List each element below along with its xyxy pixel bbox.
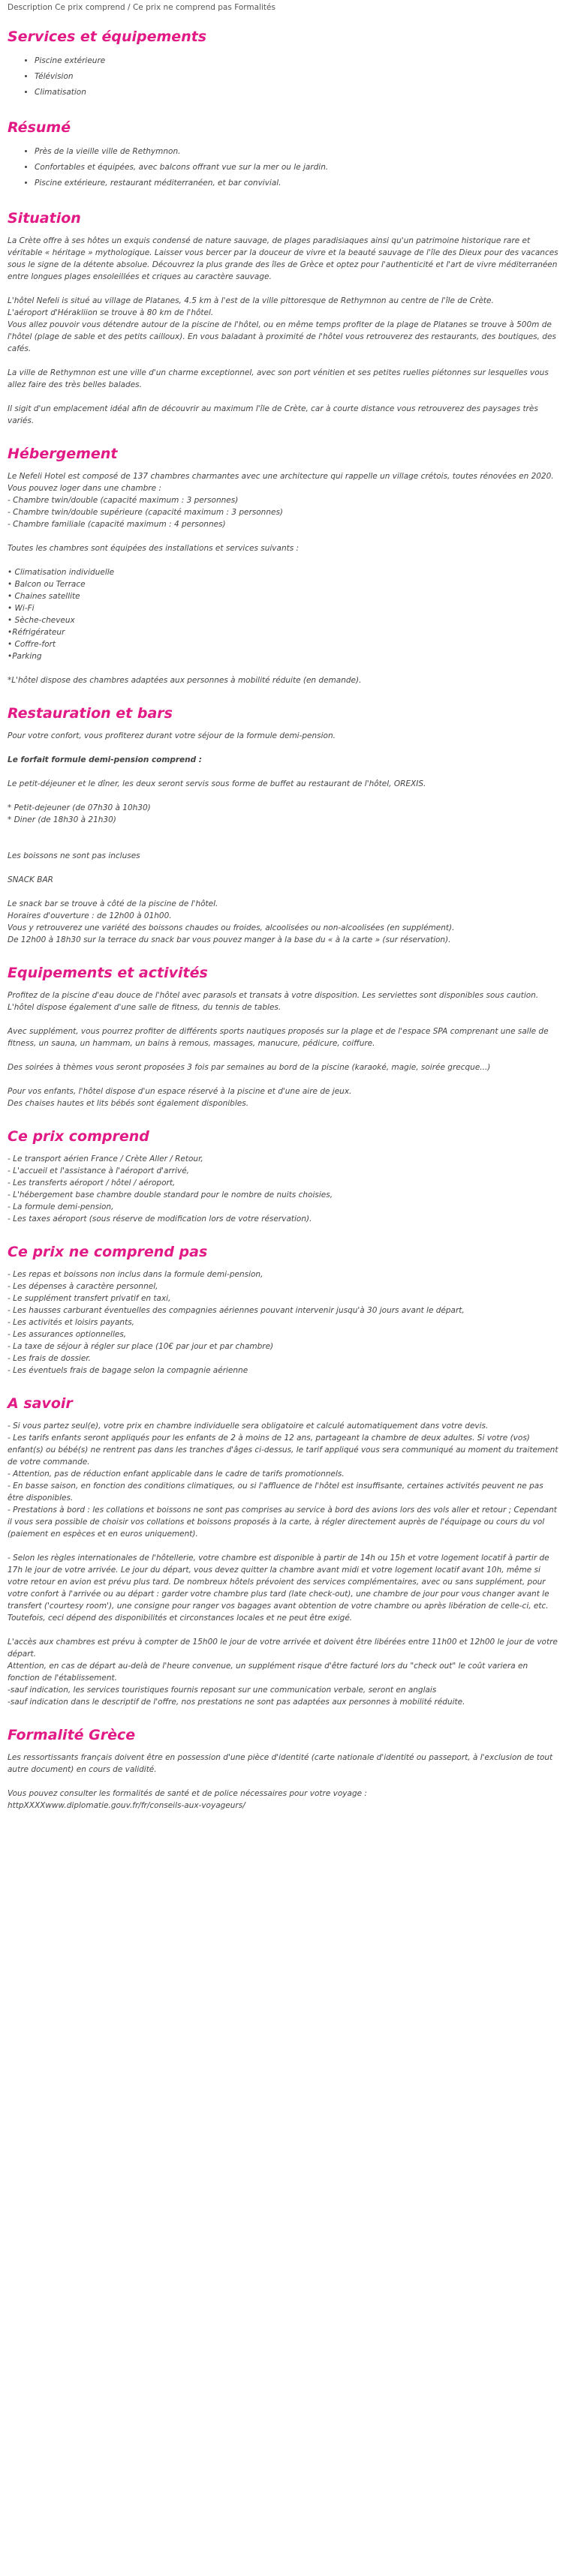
list-item: - Les transferts aéroport / hôtel / aéroport,: [8, 1178, 176, 1187]
list-item: • Climatisation: [35, 85, 561, 101]
list-item: - Les activités et loisirs payants,: [8, 1318, 135, 1327]
section-title-situation: Situation: [8, 210, 81, 227]
list-item: - Le transport aérien France / Crète Aller / Retour,: [8, 1154, 203, 1163]
activites-paragraph: Des chaises hautes et lits bébés sont également disponibles.: [8, 1099, 249, 1108]
savoir-paragraph: -sauf indication, les services touristiques fournis reposant sur une communication verbale, seront en anglais: [8, 1686, 437, 1695]
meal-time: * Petit-dejeuner (de 07h30 à 10h30): [8, 803, 151, 812]
activites-paragraph: Profitez de la piscine d'eau douce de l'hôtel avec parasols et transats à votre disposition. Les serviettes sont disponibles sous caution. L'hôtel dispose également d'une salle de fitness, du tennis de tables.: [8, 991, 539, 1012]
situation-paragraph: La Crète offre à ses hôtes un exquis condensé de nature sauvage, de plages paradisiaques ainsi qu'un patrimoine historique rare et véritable « héritage » mythologique. Laisser vous bercer par la douceur de vivre et la beauté sauvage de l'île des Dieux pour des vacances sous le signe de la détente absolue. Découvrez la plus grande des îles de Grèce et optez pour l'authenticité et l'art de vivre méditerranéen entre longues plages ensoleillées et criques au caractère sauvage.: [8, 236, 558, 281]
restauration-paragraph: Le snack bar se trouve à côté de la piscine de l'hôtel.: [8, 899, 218, 908]
comprend-list: [8, 1153, 561, 1225]
restauration-content: [8, 730, 561, 946]
savoir-paragraph: -sauf indication dans le descriptif de l'offre, nos prestations ne sont pas adaptées aux personnes à mobilité réduite.: [8, 1698, 465, 1707]
savoir-content: [8, 1420, 561, 1708]
room-equipment: • Chaines satellite: [8, 592, 80, 601]
list-item: - La taxe de séjour à régler sur place (10€ par jour et par chambre): [8, 1342, 274, 1351]
list-item: • Piscine extérieure, restaurant méditerranéen, et bar convivial.: [35, 176, 561, 191]
room-type: - Chambre twin/double (capacité maximum : 3 personnes): [8, 496, 239, 505]
meal-time: * Diner (de 18h30 à 21h30): [8, 815, 116, 824]
list-item: - Les hausses carburant éventuelles des compagnies aériennes pouvant intervenir jusqu'à 30 jours avant le départ,: [8, 1306, 465, 1315]
list-item: • Près de la vieille ville de Rethymnon.: [35, 144, 561, 160]
situation-paragraph: Vous allez pouvoir vous détendre autour de la piscine de l'hôtel, ou en même temps profiter de la plage de Platanes se trouve à 500m de l'hôtel (plage de sable et des petits cailloux). En vous baladant à proximité de l'hôtel vous retrouverez des restaurants, des boutiques, des cafés.: [8, 320, 556, 353]
section-title-resume: Résumé: [8, 119, 71, 136]
list-item: - Les taxes aéroport (sous réserve de modification lors de votre réservation).: [8, 1214, 312, 1223]
section-title-hebergement: Hébergement: [8, 446, 118, 462]
savoir-paragraph: - Attention, pas de réduction enfant applicable dans le cadre de tarifs promotionnels.: [8, 1470, 345, 1479]
room-type: - Chambre familiale (capacité maximum : 4 personnes): [8, 520, 226, 529]
situation-paragraph: La ville de Rethymnon est une ville d'un charme exceptionnel, avec son port vénitien et ses petites ruelles piétonnes sur lesquelles vous allez faire des très belles balades.: [8, 368, 549, 389]
list-item: - Les frais de dossier.: [8, 1354, 91, 1363]
section-title-activites: Equipements et activités: [8, 965, 208, 981]
activites-paragraph: Des soirées à thèmes vous seront proposées 3 fois par semaines au bord de la piscine (karaoké, magie, soirée grecque...): [8, 1063, 491, 1072]
tab-formalites[interactable]: Formalités: [234, 3, 275, 12]
list-item: - Le supplément transfert privatif en taxi,: [8, 1294, 171, 1303]
room-equipment: • Balcon ou Terrace: [8, 580, 86, 589]
room-equipment: • Sèche-cheveux: [8, 616, 75, 625]
room-type: - Chambre twin/double supérieure (capacité maximum : 3 personnes): [8, 508, 284, 517]
savoir-paragraph: - Si vous partez seul(e), votre prix en chambre individuelle sera obligatoire et calculé automatiquement dans votre devis.: [8, 1422, 489, 1431]
section-title-restauration: Restauration et bars: [8, 705, 173, 722]
list-item: - Les éventuels frais de bagage selon la compagnie aérienne: [8, 1366, 248, 1375]
list-item: • Piscine extérieure: [35, 53, 561, 69]
list-item: • Confortables et équipées, avec balcons offrant vue sur la mer ou le jardin.: [35, 160, 561, 176]
tab-ce-prix-ne-comprend-pas[interactable]: Ce prix ne comprend pas: [132, 3, 232, 12]
restauration-paragraph: Pour votre confort, vous profiterez durant votre séjour de la formule demi-pension.: [8, 731, 336, 740]
restauration-paragraph: De 12h00 à 18h30 sur la terrace du snack bar vous pouvez manger à la base du « à la carte » (sur réservation).: [8, 935, 451, 944]
list-item: - Les assurances optionnelles,: [8, 1330, 127, 1339]
situation-paragraph: L'aéroport d'Hérakliion se trouve à 80 km de l'hôtel.: [8, 308, 214, 317]
formalite-content: [8, 1752, 561, 1812]
room-equipment: •Parking: [8, 652, 42, 661]
activites-content: [8, 989, 561, 1109]
savoir-paragraph: L'accès aux chambres est prévu à compter de 15h00 le jour de votre arrivée et doivent être libérées entre 11h00 et 12h00 le jour de votre départ.: [8, 1638, 558, 1659]
room-equipment: • Wi-Fi: [8, 604, 35, 613]
section-title-a-savoir: A savoir: [8, 1395, 73, 1412]
formalite-paragraph: Les ressortissants français doivent être en possession d'une pièce d'identité (carte nationale d'identité ou passeport, à l'exclusion de tout autre document) en cours de validité.: [8, 1753, 553, 1774]
list-item: - La formule demi-pension,: [8, 1202, 114, 1211]
room-equipment: •Réfrigérateur: [8, 628, 65, 637]
activites-paragraph: Pour vos enfants, l'hôtel dispose d'un espace réservé à la piscine et d'une aire de jeux.: [8, 1087, 352, 1096]
restauration-paragraph: Les boissons ne sont pas incluses: [8, 851, 140, 860]
savoir-paragraph: - En basse saison, en fonction des conditions climatiques, ou si l'affluence de l'hôtel est insuffisante, certaines activités peuvent ne pas être disponibles.: [8, 1482, 543, 1503]
room-equipment: • Climatisation individuelle: [8, 568, 115, 577]
top-tabs: [8, 0, 561, 14]
formalite-link[interactable]: httpXXXXwww.diplomatie.gouv.fr/fr/conseils-aux-voyageurs/: [8, 1801, 245, 1810]
tab-description[interactable]: Description: [8, 3, 53, 12]
section-title-ce-prix-ne-comprend-pas: Ce prix ne comprend pas: [8, 1244, 208, 1260]
list-item: - Les dépenses à caractère personnel,: [8, 1282, 158, 1291]
resume-list: [8, 144, 561, 191]
restauration-paragraph: Horaires d'ouverture : de 12h00 à 01h00.: [8, 911, 172, 920]
list-item: - Les repas et boissons non inclus dans la formule demi-pension,: [8, 1270, 263, 1279]
tab-ce-prix-comprend[interactable]: Ce prix comprend: [55, 3, 125, 12]
restauration-subheading: Le forfait formule demi-pension comprend :: [8, 755, 202, 764]
situation-content: [8, 235, 561, 427]
formalite-paragraph: Vous pouvez consulter les formalités de santé et de police nécessaires pour votre voyage :: [8, 1789, 367, 1798]
restauration-paragraph: Vous y retrouverez une variété des boissons chaudes ou froides, alcoolisées ou non-alcoolisées (en supplément).: [8, 923, 455, 932]
savoir-paragraph: Attention, en cas de départ au-delà de l'heure convenue, un supplément risque d'être facturé lors du "check out" le coût variera en fonction de l'établissement.: [8, 1662, 528, 1683]
ne-comprend-list: [8, 1268, 561, 1377]
situation-paragraph: L'hôtel Nefeli is situé au village de Platanes, 4.5 km à l'est de la ville pittoresque de Rethymnon au centre de l'île de Crète.: [8, 296, 494, 305]
list-item: - L'hébergement base chambre double standard pour le nombre de nuits choisies,: [8, 1190, 333, 1199]
hebergement-content: [8, 470, 561, 686]
situation-paragraph: Il sigit d'un emplacement idéal afin de découvrir au maximum l'île de Crète, car à courte distance vous retrouverez des paysages très variés.: [8, 404, 538, 425]
activites-paragraph: Avec supplément, vous pourrez profiter de différents sports nautiques proposés sur la plage et de l'espace SPA comprenant une salle de fitness, un sauna, un hammam, un bains à remous, massages, manucure, pédicure, coiffure.: [8, 1027, 549, 1048]
list-item: • Télévision: [35, 69, 561, 85]
tab-separator: /: [128, 3, 133, 12]
equipements-list: [8, 53, 561, 101]
snack-bar-heading: SNACK BAR: [8, 875, 53, 884]
hebergement-paragraph: Le Nefeli Hotel est composé de 137 chambres charmantes avec une architecture qui rappelle un village crétois, toutes rénovées en 2020. Vous pouvez loger dans une chambre :: [8, 472, 554, 493]
restauration-paragraph: Le petit-déjeuner et le dîner, les deux seront servis sous forme de buffet au restaurant de l'hôtel, OREXIS.: [8, 779, 426, 788]
list-item: - L'accueil et l'assistance à l'aéroport d'arrivé,: [8, 1166, 190, 1175]
room-equipment: • Coffre-fort: [8, 640, 56, 649]
savoir-paragraph: - Prestations à bord : les collations et boissons ne sont pas comprises au service à bord des avions lors des vols aller et retour ; Cependant il vous sera possible de choisir vos collations et boissons proposés à la carte, à régler directement auprès de l'équipage ou cours du vol (paiement en espèces et en euros uniquement).: [8, 1506, 557, 1539]
hebergement-paragraph: Toutes les chambres sont équipées des installations et services suivants :: [8, 544, 300, 553]
hebergement-note: *L'hôtel dispose des chambres adaptées aux personnes à mobilité réduite (en demande).: [8, 676, 362, 685]
savoir-paragraph: - Selon les règles internationales de l'hôtellerie, votre chambre est disponible à partir de 14h ou 15h et votre logement locatif à partir de 17h le jour de votre arrivée. Le jour du départ, vous devez quitter la chambre avant midi et votre logement locatif avant 10h, même si votre retour en avion est prévu plus tard. De nombreux hôtels prévoient des services complémentaires, avec ou sans supplément, pour votre confort à l'arrivée ou au départ : garder votre chambre plus tard (late check-out), une chambre de jour pour vous changer avant le transfert ('courtesy room'), une consigne pour ranger vos bagages avant obtention de votre chambre ou après libération de celle-ci, etc. Toutefois, ceci dépend des disponibilités et circonstances locales et ne peut être exigé.: [8, 1554, 549, 1623]
savoir-paragraph: - Les tarifs enfants seront appliqués pour les enfants de 2 à moins de 12 ans, partageant la chambre de deux adultes. Si votre (vos) enfant(s) ou bébé(s) ne rentrent pas dans les tranches d'âges ci-dessus, le tarif appliqué vous sera communiqué au moment du traitement de votre commande.: [8, 1434, 558, 1467]
section-title-ce-prix-comprend: Ce prix comprend: [8, 1128, 149, 1145]
section-title-formalite: Formalité Grèce: [8, 1727, 136, 1743]
section-title-equipements: Services et équipements: [8, 29, 207, 45]
